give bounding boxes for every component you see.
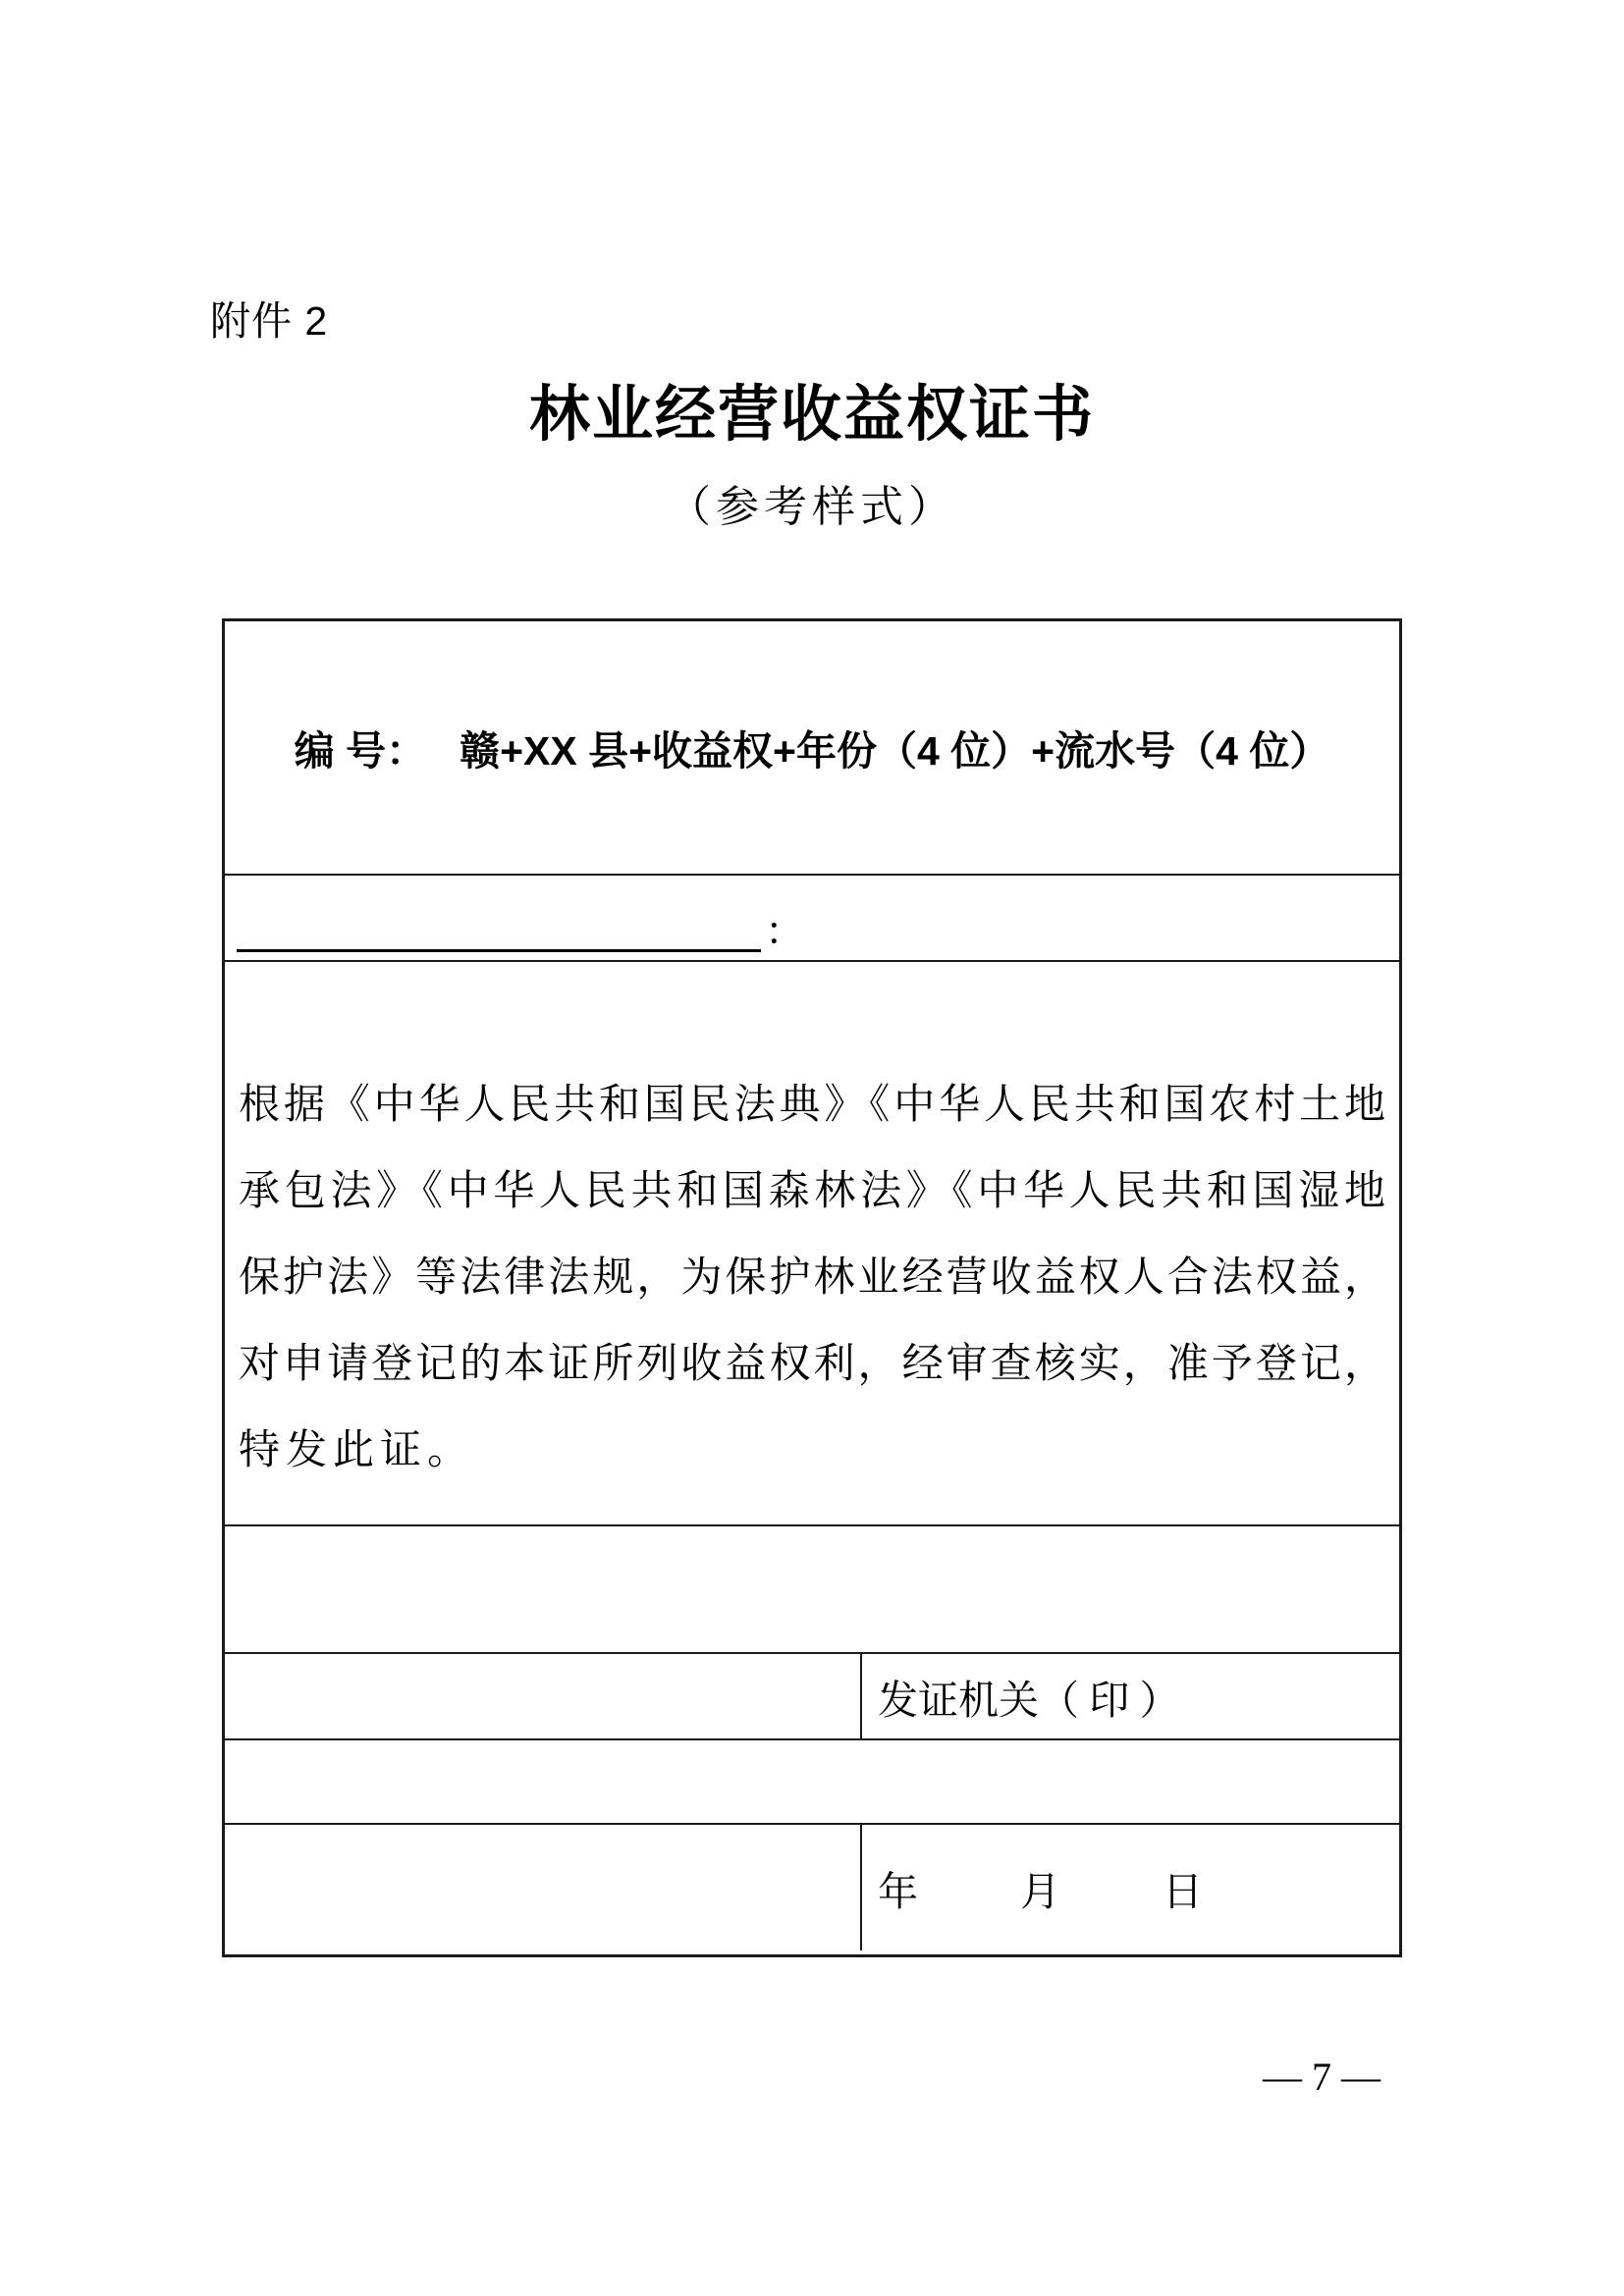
attachment-number-label: 附件 2 bbox=[210, 298, 329, 344]
date-month-label: 月 bbox=[1020, 1868, 1060, 1914]
date-row-empty-cell bbox=[225, 1825, 860, 1950]
document-title: 林业经营收益权证书 bbox=[528, 382, 1095, 449]
issuer-row-empty-cell bbox=[225, 1654, 860, 1738]
issuer-cell bbox=[860, 1654, 1399, 1738]
empty-row bbox=[225, 1524, 1399, 1652]
body-text-line: 对申请登记的本证所列收益权利，经审查核实，准予登记， bbox=[239, 1342, 1385, 1387]
serial-number-format: 赣+XX 县+收益权+年份（4 位）+流水号（4 位） bbox=[460, 728, 1330, 774]
body-text-line: 特发此证。 bbox=[239, 1428, 475, 1473]
empty-row bbox=[225, 1738, 1399, 1823]
date-cell bbox=[860, 1825, 1399, 1950]
body-text-line: 保护法》等法律法规，为保护林业经营收益权人合法权益， bbox=[239, 1255, 1385, 1301]
date-row bbox=[225, 1823, 1399, 1950]
date-year-label: 年 bbox=[878, 1868, 918, 1914]
serial-number-row bbox=[225, 621, 1399, 874]
body-text-line: 承包法》《中华人民共和国森林法》《中华人民共和国湿地 bbox=[239, 1169, 1385, 1214]
addressee-colon: ： bbox=[765, 909, 804, 953]
issuer-row bbox=[225, 1652, 1399, 1738]
date-day-label: 日 bbox=[1163, 1868, 1203, 1914]
issuer-label: 发证机关（ 印 ） bbox=[878, 1677, 1180, 1723]
serial-number-line bbox=[295, 719, 1330, 776]
certificate-body-row bbox=[225, 960, 1399, 1524]
date-line bbox=[878, 1859, 1203, 1917]
serial-number-label: 编 号： bbox=[294, 728, 427, 774]
page-number: — 7 — bbox=[1263, 2055, 1380, 2099]
document-subtitle: （参考样式） bbox=[668, 483, 956, 531]
body-text-line: 根据《中华人民共和国民法典》《中华人民共和国农村土地 bbox=[239, 1083, 1385, 1128]
certificate-table bbox=[222, 618, 1402, 1957]
addressee-blank-line bbox=[237, 949, 761, 952]
addressee-row bbox=[225, 874, 1399, 960]
